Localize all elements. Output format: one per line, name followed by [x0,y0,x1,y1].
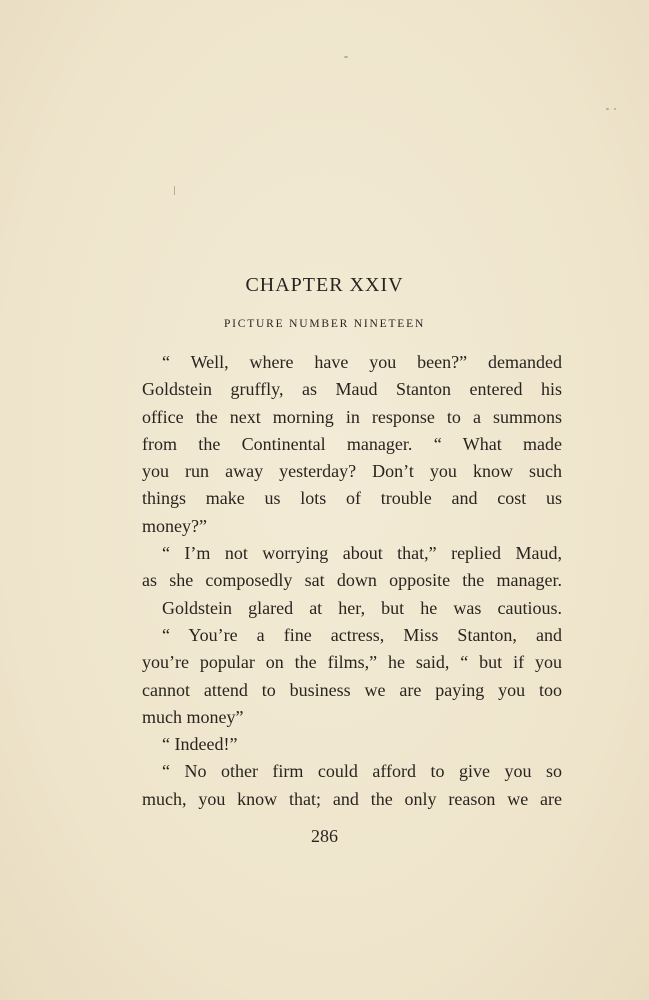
body-line: much, you know that; and the only reason we are [142,788,562,809]
body-line: “ Indeed!” [162,734,238,755]
chapter-subtitle: PICTURE NUMBER NINETEEN [223,318,426,330]
body-line: office the next morning in response to a summons [142,406,562,427]
body-line: Goldstein glared at her, but he was cautious. [162,597,562,618]
paper-speck [344,56,348,58]
chapter-title: CHAPTER XXIV [245,274,404,296]
paper-speck [174,186,175,195]
body-line: Goldstein gruffly, as Maud Stanton entered his [142,379,562,400]
body-line: “ You’re a fine actress, Miss Stanton, and [162,624,562,645]
body-line: you’re popular on the films,” he said, “ but if you [142,652,562,673]
body-line: as she composedly sat down opposite the manager. [142,570,562,591]
body-text [142,349,562,813]
body-line: you run away yesterday? Don’t you know such [142,461,562,482]
body-line: “ Well, where have you been?” demanded [162,352,562,372]
page-number: 286 [311,826,338,846]
body-line: “ No other firm could afford to give you so [162,761,562,782]
body-line: cannot attend to business we are paying you too [142,679,562,700]
body-line: much money” [142,706,244,727]
body-line: “ I’m not worrying about that,” replied Maud, [162,543,562,564]
body-line: from the Continental manager. “ What made [142,433,562,454]
paper-speck [614,108,616,110]
body-line: money?” [142,515,207,536]
body-line: things make us lots of trouble and cost us [142,488,562,509]
paper-speck [606,108,609,110]
